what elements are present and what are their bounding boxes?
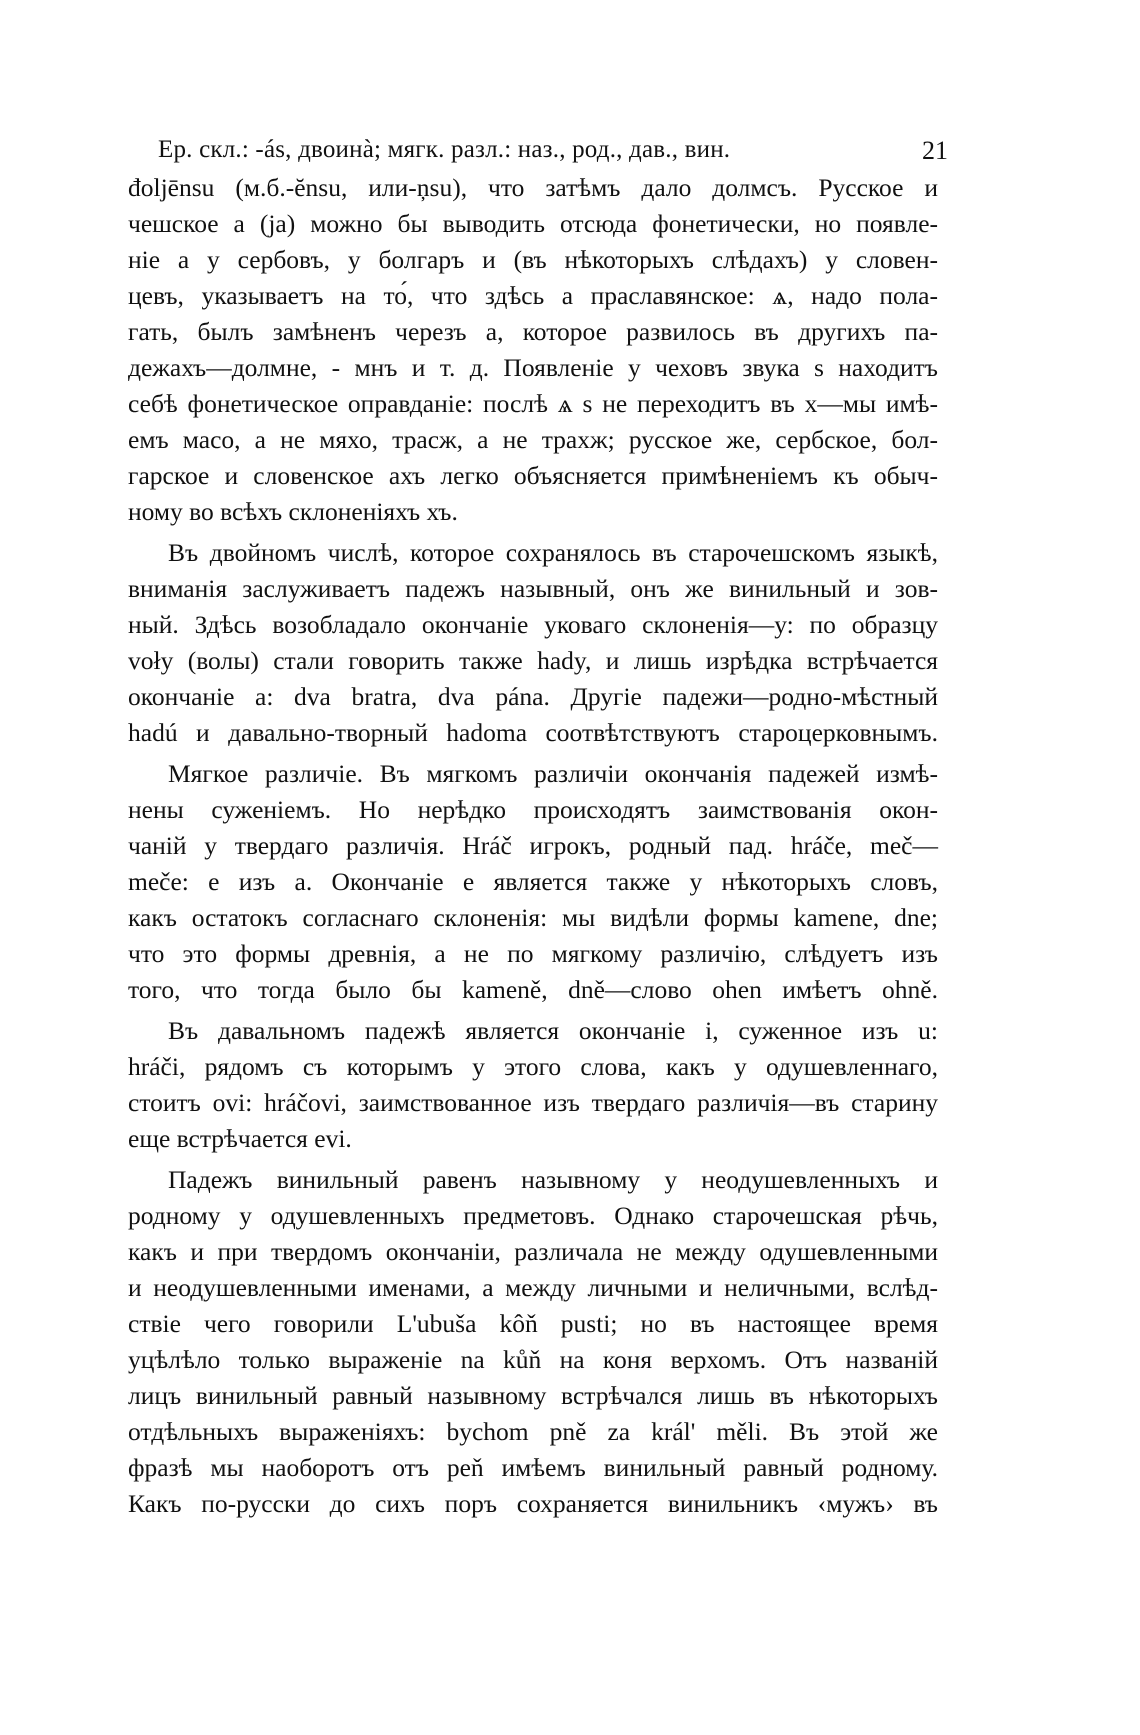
text-line: того, что тогда было бы kameně, dně—слово ohen имѣетъ ohně. (128, 975, 938, 1004)
text-line: еще встрѣчается evi. (128, 1124, 352, 1153)
text-line: себѣ фонетическое оправданіе: послѣ ѧ s не переходитъ въ х—мы имѣ- (128, 389, 938, 418)
text-line: ный. Здѣсь возобладало окончаніе уковаго склоненія—у: по образцу (128, 610, 938, 639)
text-line: ному во всѣхъ склоненіяхъ хъ. (128, 497, 458, 526)
page-number: 21 (922, 136, 948, 165)
text-line: стоитъ ovi: hráčovi, заимствованное изъ твердаго различія—въ старину (128, 1088, 938, 1117)
text-line: лицъ винильный равный назывному встрѣчался лишь въ нѣкоторыхъ (128, 1381, 938, 1410)
running-head-title: Ер. скл.: -ás, двоинà; мягк. разл.: наз., род., дав., вин. (158, 136, 731, 163)
text-line: дежахъ—долмне, - мнъ и т. д. Появленіе у чеховъ звука s находитъ (128, 353, 938, 382)
text-line: meče: е изъ а. Окончаніе е является также у нѣкоторыхъ словъ, (128, 867, 938, 896)
text-line: фразѣ мы наоборотъ отъ peň имѣемъ винильный равный родному. (128, 1453, 938, 1482)
text-line: hadú и давально-творный hadoma соотвѣтствуютъ староцерковнымъ. (128, 718, 938, 747)
text-line: уцѣлѣло только выраженіе na kůň на коня верхомъ. Отъ названій (128, 1345, 938, 1374)
text-line: гать, былъ замѣненъ черезъ а, которое развилось въ другихъ па- (128, 317, 938, 346)
text-line: цевъ, указываетъ на то́, что здѣсь а праславянское: ѧ, надо пола- (128, 281, 938, 310)
text-line: чешское а (ja) можно бы выводить отсюда фонетически, но появле- (128, 209, 938, 238)
text-line: hráči, рядомъ съ которымъ у этого слова, какъ у одушевленнаго, (128, 1052, 938, 1081)
text-line: Мягкое различіе. Въ мягкомъ различіи окончанія падежей измѣ- (168, 759, 938, 788)
text-line: voły (волы) стали говорить также hady, и лишь изрѣдка встрѣчается (128, 646, 938, 675)
text-line: ствіе чего говорили L'ubuša kôň pusti; но въ настоящее время (128, 1309, 938, 1338)
text-line: родному у одушевленныхъ предметовъ. Однако старочешская рѣчь, (128, 1201, 938, 1230)
text-line: Какъ по-русски до сихъ поръ сохраняется винильникъ ‹мужъ› въ (128, 1489, 938, 1518)
text-line: гарское и словенское ахъ легко объясняется примѣненіемъ къ обыч- (128, 461, 938, 490)
text-line: какъ остатокъ согласнаго склоненія: мы видѣли формы kamene, dne; (128, 903, 938, 932)
text-line: и неодушевленными именами, а между личными и неличными, вслѣд- (128, 1273, 938, 1302)
text-line: какъ и при твердомъ окончаніи, различала не между одушевленными (128, 1237, 938, 1266)
text-line: Въ двойномъ числѣ, которое сохранялось въ старочешскомъ языкѣ, (168, 538, 938, 567)
text-line: Въ давальномъ падежѣ является окончаніе і, суженное изъ u: (168, 1016, 938, 1045)
text-line: окончаніе а: dva bratra, dva pána. Другіе падежи—родно-мѣстный (128, 682, 938, 711)
text-line: đoljēnsu (м.б.-ĕnsu, или-ņsu), что затѣмъ дало долмсъ. Русское и (128, 173, 938, 202)
text-line: вниманія заслуживаетъ падежъ назывный, онъ же винильный и зов- (128, 574, 938, 603)
text-line: ніе а у сербовъ, у болгаръ и (въ нѣкоторыхъ слѣдахъ) у словен- (128, 245, 938, 274)
text-line: чаній у твердаго различія. Hráč игрокъ, родный пад. hráče, meč— (128, 831, 938, 860)
text-line: Падежъ винильный равенъ назывному у неодушевленныхъ и (168, 1165, 938, 1194)
text-line: что это формы древнія, а не по мягкому различію, слѣдуетъ изъ (128, 939, 938, 968)
text-line: нены суженіемъ. Но нерѣдко происходятъ заимствованія окон- (128, 795, 938, 824)
text-line: отдѣльныхъ выраженіяхъ: bychom pně za král' měli. Въ этой же (128, 1417, 938, 1446)
text-line: емъ масо, а не мяхо, трасж, а не трахж; русское же, сербское, бол- (128, 425, 938, 454)
